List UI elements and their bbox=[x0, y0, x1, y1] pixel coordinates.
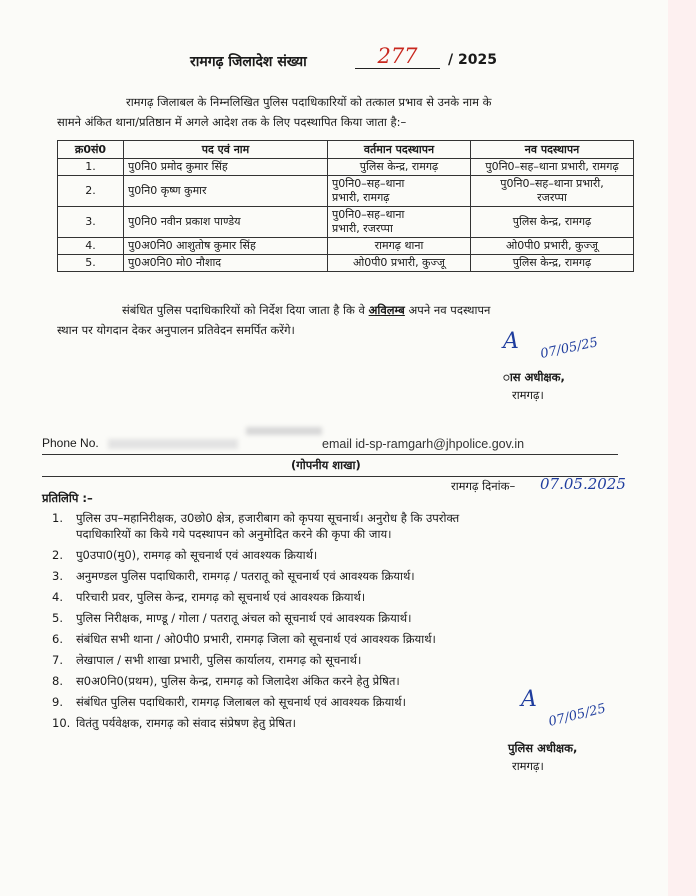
row-officer-name: पु0नि0 नवीन प्रकाश पाण्डेय bbox=[124, 207, 328, 238]
order-number-handwritten: 277 bbox=[355, 44, 440, 69]
header-name: पद एवं नाम bbox=[124, 141, 328, 159]
row-current-posting: पुलिस केन्द्र, रामगढ़ bbox=[328, 159, 471, 176]
list-item: 4. परिचारी प्रवर, पुलिस केन्द्र, रामगढ़ को सूचनार्थ एवं आवश्यक क्रियार्थ। bbox=[52, 590, 366, 604]
date-value: 07.05.2025 bbox=[540, 475, 626, 493]
signature-initial: A bbox=[521, 687, 537, 712]
contact-divider bbox=[42, 454, 618, 455]
signature-date: 07/05/25 bbox=[539, 335, 600, 362]
copy-to-list bbox=[52, 510, 459, 736]
instruction-line-2: स्थान पर योगदान देकर अनुपालन प्रतिवेदन समर्पित करेंगे। bbox=[57, 323, 295, 337]
redacted-phone bbox=[108, 439, 238, 449]
email-address: email id-sp-ramgarh@jhpolice.gov.in bbox=[322, 437, 525, 451]
phone-label: Phone No. bbox=[42, 436, 99, 450]
row-new-posting: ओ0पी0 प्रभारी, कुज्जू bbox=[471, 238, 634, 255]
row-current-posting: पु0नि0–सह–थाना प्रभारी, रामगढ़ bbox=[328, 176, 471, 207]
row-serial: 5. bbox=[58, 255, 124, 272]
section-divider bbox=[42, 476, 618, 477]
signatory-place: रामगढ़। bbox=[512, 388, 544, 402]
row-new-posting: पु0नि0–सह–थाना प्रभारी, रजरप्पा bbox=[471, 176, 634, 207]
intro-line-2: सामने अंकित थाना/प्रतिष्ठान में अगले आदेश तक के लिए पदस्थापित किया जाता है:– bbox=[57, 115, 407, 129]
signatory-place: रामगढ़। bbox=[512, 759, 544, 773]
table-row bbox=[58, 176, 634, 207]
row-new-posting: पुलिस केन्द्र, रामगढ़ bbox=[471, 207, 634, 238]
list-item: 5. पुलिस निरीक्षक, माण्डू / गोला / पतरातू अंचल को सूचनार्थ एवं आवश्यक क्रियार्थ। bbox=[52, 611, 412, 625]
list-item: 1. पुलिस उप–महानिरीक्षक, उ0छो0 क्षेत्र, हजारीबाग को कृपया सूचनार्थ। अनुरोध है कि उपरोक्त पदाधिकारियों का किये गये पदस्थापन को अनुमोदित करने की कृपा की जाय। bbox=[52, 511, 460, 541]
row-current-posting: पु0नि0–सह–थाना प्रभारी, रजरप्पा bbox=[328, 207, 471, 238]
signatory-title: ास अधीक्षक, bbox=[503, 370, 565, 384]
list-item: 7. लेखापाल / सभी शाखा प्रभारी, पुलिस कार्यालय, रामगढ़ को सूचनार्थ। bbox=[52, 653, 362, 667]
header-new-posting: नव पदस्थापन bbox=[471, 141, 634, 159]
signature-date: 07/05/25 bbox=[547, 701, 608, 730]
row-serial: 4. bbox=[58, 238, 124, 255]
header-serial: क्र0सं0 bbox=[58, 141, 124, 159]
instruction-emphasis: अविलम्ब bbox=[368, 303, 405, 317]
posting-table bbox=[57, 140, 634, 272]
row-new-posting: पुलिस केन्द्र, रामगढ़ bbox=[471, 255, 634, 272]
signatory-title: पुलिस अधीक्षक, bbox=[508, 741, 578, 755]
row-officer-name: पु0अ0नि0 आशुतोष कुमार सिंह bbox=[124, 238, 328, 255]
order-title: रामगढ़ जिलादेश संख्या bbox=[190, 54, 307, 70]
redaction-mark bbox=[246, 427, 322, 435]
table-row bbox=[58, 159, 634, 176]
section-name: (गोपनीय शाखा) bbox=[291, 458, 361, 472]
table-row bbox=[58, 255, 634, 272]
list-item: 10. वितंतु पर्यवेक्षक, रामगढ़ को संवाद संप्रेषण हेतु प्रेषित। bbox=[52, 716, 296, 730]
copy-to-label: प्रतिलिपि :– bbox=[42, 491, 93, 505]
table-row bbox=[58, 207, 634, 238]
list-item: 8. स0अ0नि0(प्रथम), पुलिस केन्द्र, रामगढ़ को जिलादेश अंकित करने हेतु प्रेषित। bbox=[52, 674, 400, 688]
table-header-row bbox=[58, 141, 634, 159]
row-serial: 2. bbox=[58, 176, 124, 207]
row-officer-name: पु0नि0 कृष्ण कुमार bbox=[124, 176, 328, 207]
page-edge bbox=[668, 0, 696, 896]
list-item: 9. संबंधित पुलिस पदाधिकारी, रामगढ़ जिलाबल को सूचनार्थ एवं आवश्यक क्रियार्थ। bbox=[52, 695, 406, 709]
instruction-line-1: संबंधित पुलिस पदाधिकारियों को निर्देश दिया जाता है कि वे अविलम्ब अपने नव पदस्थापन bbox=[122, 303, 491, 317]
list-item: 3. अनुमण्डल पुलिस पदाधिकारी, रामगढ़ / पतरातू को सूचनार्थ एवं आवश्यक क्रियार्थ। bbox=[52, 569, 415, 583]
list-item: 6. संबंधित सभी थाना / ओ0पी0 प्रभारी, रामगढ़ जिला को सूचनार्थ एवं आवश्यक क्रियार्थ। bbox=[52, 632, 436, 646]
order-year: / 2025 bbox=[448, 52, 497, 68]
row-current-posting: रामगढ़ थाना bbox=[328, 238, 471, 255]
row-officer-name: पु0नि0 प्रमोद कुमार सिंह bbox=[124, 159, 328, 176]
row-serial: 3. bbox=[58, 207, 124, 238]
date-label: रामगढ़ दिनांक– bbox=[451, 479, 516, 493]
list-item: 2. पु0उपा0(मु0), रामगढ़ को सूचनार्थ एवं आवश्यक क्रियार्थ। bbox=[52, 548, 318, 562]
row-current-posting: ओ0पी0 प्रभारी, कुज्जू bbox=[328, 255, 471, 272]
row-officer-name: पु0अ0नि0 मो0 नौशाद bbox=[124, 255, 328, 272]
row-new-posting: पु0नि0–सह–थाना प्रभारी, रामगढ़ bbox=[471, 159, 634, 176]
intro-line-1: रामगढ़ जिलाबल के निम्नलिखित पुलिस पदाधिकारियों को तत्काल प्रभाव से उनके नाम के bbox=[126, 95, 492, 109]
header-current-posting: वर्तमान पदस्थापन bbox=[328, 141, 471, 159]
signature-initial: A bbox=[503, 329, 519, 354]
table-row bbox=[58, 238, 634, 255]
row-serial: 1. bbox=[58, 159, 124, 176]
